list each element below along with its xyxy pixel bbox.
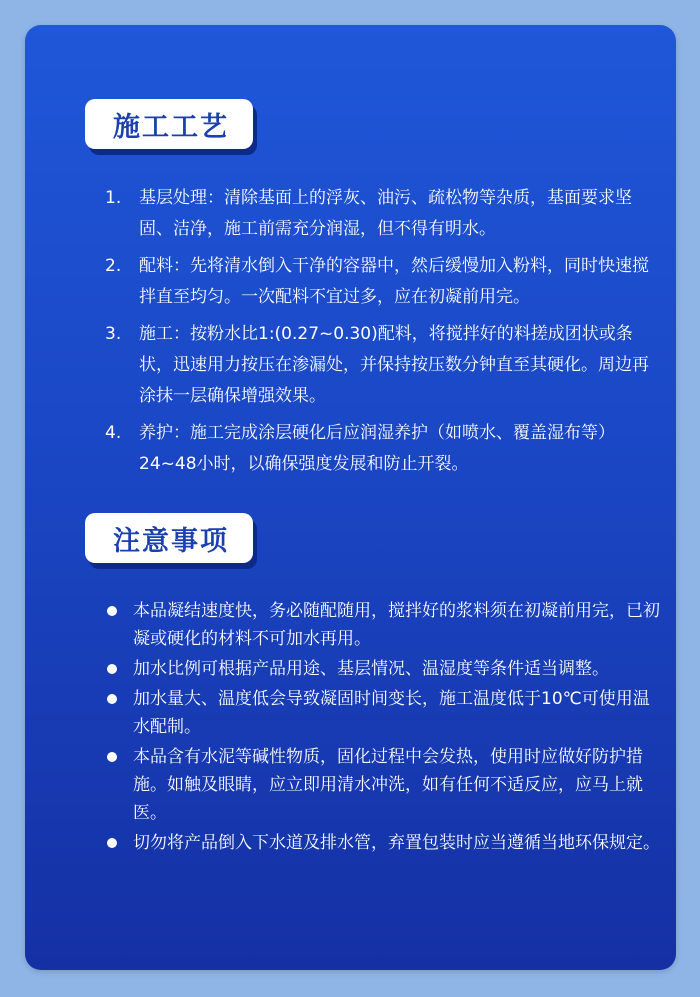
process-step [105,251,665,313]
process-step [105,418,665,480]
bullet-dot-icon [105,597,133,653]
step-text: 施工：按粉水比1:(0.27~0.30)配料，将搅拌好的料搓成团状或条状，迅速用力按压在渗漏处，并保持按压数分钟直至其硬化。周边再涂抹一层确保增强效果。 [139,324,649,406]
bullet-dot-icon [105,829,133,857]
note-item [105,829,665,857]
content-card [25,25,676,970]
note-text: 加水量大、温度低会导致凝固时间变长，施工温度低于10℃可使用温水配制。 [133,689,650,737]
step-number: 1. [105,188,122,208]
note-text: 本品凝结速度快，务必随配随用，搅拌好的浆料须在初凝前用完，已初凝或硬化的材料不可加水再用。 [133,601,660,649]
note-item [105,655,665,683]
note-text: 切勿将产品倒入下水道及排水管，弃置包装时应当遵循当地环保规定。 [133,833,660,853]
note-item [105,743,665,827]
step-number: 3. [105,324,122,344]
section-title-process [85,99,253,149]
section-title-process-text: 施工工艺 [113,111,229,143]
note-text: 加水比例可根据产品用途、基层情况、温湿度等条件适当调整。 [133,659,609,679]
section-title-notes [85,513,253,563]
section-title-notes-text: 注意事项 [113,525,229,557]
process-steps-list [105,183,665,486]
note-item [105,597,665,653]
step-number: 4. [105,423,122,443]
notes-list [105,597,665,859]
bullet-dot-icon [105,685,133,741]
step-text: 养护：施工完成涂层硬化后应润湿养护（如喷水、覆盖湿布等）24~48小时，以确保强度发展和防止开裂。 [139,423,615,474]
step-text: 基层处理：清除基面上的浮灰、油污、疏松物等杂质，基面要求坚固、洁净，施工前需充分润湿，但不得有明水。 [139,188,632,239]
step-number: 2. [105,256,122,276]
bullet-dot-icon [105,743,133,827]
step-text: 配料：先将清水倒入干净的容器中，然后缓慢加入粉料，同时快速搅拌直至均匀。一次配料不宜过多，应在初凝前用完。 [139,256,649,307]
bullet-dot-icon [105,655,133,683]
process-step [105,183,665,245]
process-step [105,319,665,412]
note-item [105,685,665,741]
note-text: 本品含有水泥等碱性物质，固化过程中会发热，使用时应做好防护措施。如触及眼睛，应立即用清水冲洗，如有任何不适反应，应马上就医。 [133,747,643,823]
